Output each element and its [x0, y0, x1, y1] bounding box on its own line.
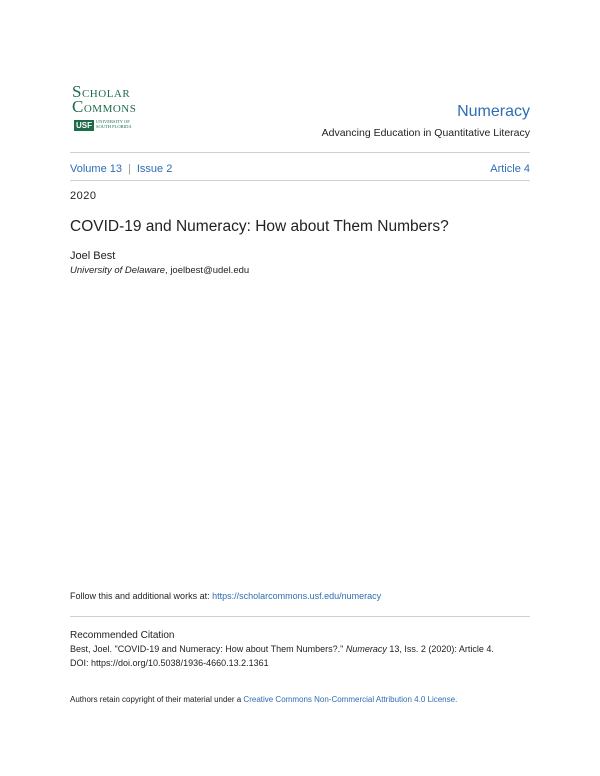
- license-line: [70, 695, 457, 704]
- author-affiliation: [70, 265, 249, 276]
- volume-divider: [70, 180, 530, 181]
- author-name: Joel Best: [70, 250, 116, 262]
- follow-line: [70, 591, 381, 601]
- citation-doi: DOI: https://doi.org/10.5038/1936-4660.13.2.1361: [70, 658, 269, 668]
- citation-text-pre: Best, Joel. "COVID-19 and Numeracy: How about Them Numbers?.": [70, 644, 346, 654]
- citation-heading: Recommended Citation: [70, 630, 175, 641]
- scholar-commons-logo: [72, 82, 156, 134]
- author-email: , joelbest@udel.edu: [165, 265, 250, 276]
- article-link[interactable]: Article 4: [490, 163, 530, 175]
- volume-link[interactable]: Volume 13: [70, 163, 122, 175]
- follow-text: Follow this and additional works at:: [70, 591, 213, 601]
- follow-url-link[interactable]: https://scholarcommons.usf.edu/numeracy: [212, 591, 382, 601]
- citation-text-post: 13, Iss. 2 (2020): Article 4.: [386, 644, 494, 654]
- citation-divider: [70, 616, 530, 617]
- volume-issue-separator: |: [127, 163, 131, 175]
- journal-title-link[interactable]: Numeracy: [457, 103, 530, 120]
- journal-subtitle: Advancing Education in Quantitative Literacy: [321, 127, 530, 139]
- citation-line-1: [70, 644, 494, 654]
- issue-link[interactable]: Issue 2: [136, 163, 173, 175]
- license-link[interactable]: Creative Commons Non-Commercial Attribution 4.0 License.: [243, 695, 458, 704]
- header-divider: [70, 152, 530, 153]
- logo-usf-badge: USF: [76, 121, 92, 130]
- publication-year: 2020: [70, 190, 97, 202]
- logo-scholar-text: SCHOLAR: [72, 82, 131, 101]
- paper-title: COVID-19 and Numeracy: How about Them Numbers?: [70, 218, 449, 235]
- logo-commons-text: COMMONS: [72, 97, 137, 116]
- citation-journal: Numeracy: [345, 644, 387, 654]
- affiliation-name: University of Delaware: [70, 265, 166, 276]
- volume-issue: [70, 163, 172, 175]
- logo-university-text: UNIVERSITY OF SOUTH FLORIDA: [96, 119, 132, 129]
- license-text: Authors retain copyright of their material under a: [70, 695, 244, 704]
